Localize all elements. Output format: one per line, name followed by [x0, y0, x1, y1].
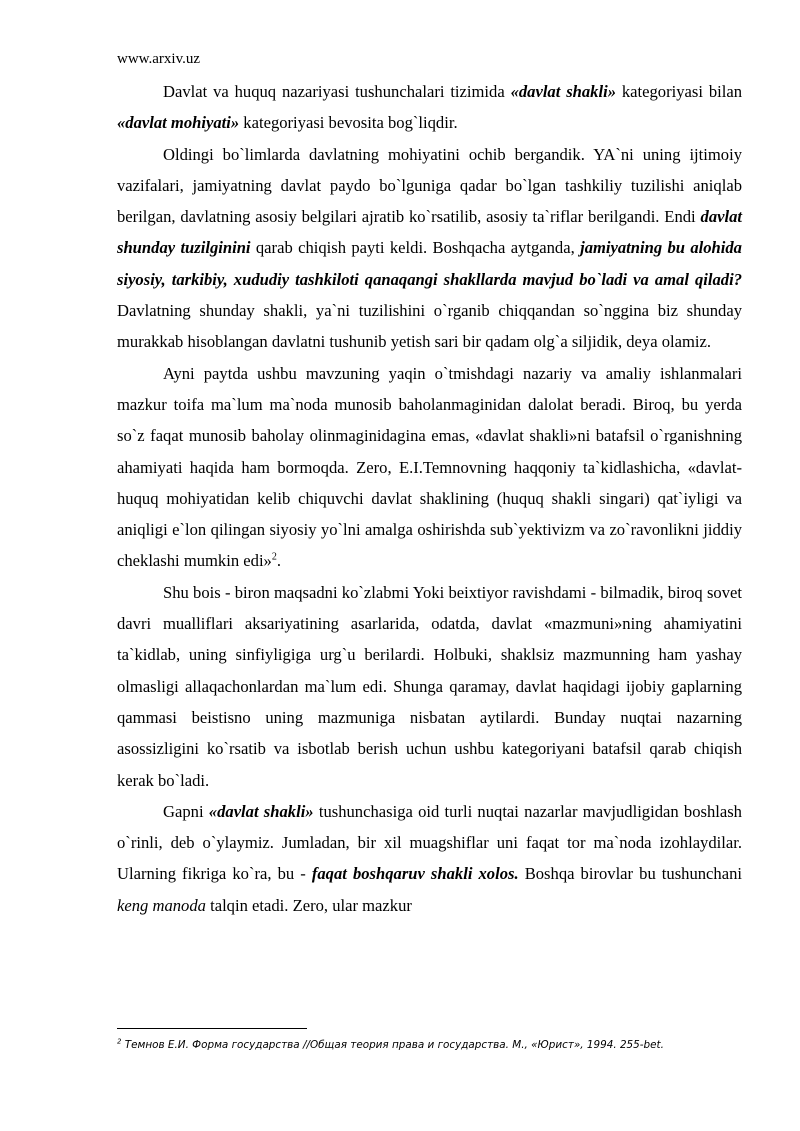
body-text — [117, 76, 742, 921]
site-url-header[interactable]: www.arxiv.uz — [117, 51, 201, 67]
p2-bold-question: jamiyatning bu alohida siyosiy, tarkibiy, xududiy tashkiloti qanaqangi shakllarda mavjud bo`ladi va amal qiladi? — [117, 238, 742, 289]
p2-bold-phrase: davlat shunday tuzilginini — [117, 207, 742, 258]
p5-italic-phrase: keng manoda — [117, 895, 206, 915]
p5-bold-phrase: faqat boshqaruv shakli xolos. — [311, 864, 519, 884]
p1-bold-term: «davlat shakli» — [510, 82, 616, 101]
p5-text: tushunchasiga oid turli nuqtai nazarlar mavjudligidan boshlash o`rinli, deb o`ylaymiz. Jumladan, bir xil muagshiflar uni faqat tor ma`noda izohlaydilar. Ularning fikriga ko`ra, bu - — [117, 801, 742, 884]
footnote-text: Темнов Е.И. Форма государства //Общая теория права и государства. М., «Юрист», 1994. 255-bet. — [121, 1039, 664, 1051]
p1-text: Davlat va huquq nazariyasi tushunchalari tizimida — [163, 82, 511, 101]
p1-text: kategoriyasi bevosita bog`liqdir. — [239, 113, 458, 133]
p5-bold-term: «davlat shakli» — [208, 801, 314, 821]
p2-text: Oldingi bo`limlarda davlatning mohiyatini ochib bergandik. YA`ni uning ijtimoiy vazifalari, jamiyatning davlat paydo bo`lguniga qadar bo`lgan tashkiliy tuzilishi aniqlab berilgan, davlatning asosiy belgilari ajratib ko`rsatilib, asosiy ta`riflar berilgandi. Endi — [117, 144, 742, 227]
paragraph-2 — [117, 139, 742, 358]
p2-text: qarab chiqish payti keldi. Boshqacha aytganda, — [250, 238, 581, 258]
footnote-divider — [117, 1028, 307, 1029]
footnote-reference[interactable]: 2 — [271, 551, 277, 563]
p2-text: Davlatning shunday shakli, ya`ni tuzilishini o`rganib chiqqandan so`nggina biz shunday murakkab hisoblangan davlatni tushunib yetish sari bir qadam olg`a siljidik, deya olamiz. — [117, 301, 742, 352]
p3-text: Ayni paytda ushbu mavzuning yaqin o`tmishdagi nazariy va amaliy ishlanmalari mazkur toifa ma`lum ma`noda munosib baholanmaginidan dalolat beradi. Biroq, bu yerda so`z faqat munosib baholay olinmaginidagina emas, «davlat shakli»ni batafsil o`rganishning ahamiyati haqida ham bormoqda. Zero, E.I.Temnovning haqqoniy ta`kidlashicha, «davlat-huquq mohiyatidan kelib chiquvchi davlat shaklining (huquq shakli singari) qat`iyligi va aniqligi e`lon qilingan siyosiy yo`lni amalga oshirishda sub`yektivizm va zo`ravonlikni jiddiy cheklashi mumkin edi» — [117, 363, 742, 571]
paragraph-5 — [117, 796, 742, 921]
p1-text: kategoriyasi bilan — [616, 82, 742, 101]
paragraph-1 — [117, 76, 742, 139]
p1-bold-term: «davlat mohiyati» — [117, 113, 240, 133]
paragraph-4 — [117, 577, 742, 796]
p5-text: Gapni — [163, 801, 209, 821]
p4-text: Shu bois - biron maqsadni ko`zlabmi Yoki beixtiyor ravishdami - bilmadik, biroq sovet davri mualliflari aksariyatining asarlarida, odatda, davlat «mazmuni»ning ahamiyatini ta`kidlab, uning sinfiyligiga urg`u berilardi. Holbuki, shaklsiz mazmunning ham yashay olmasligi allaqachonlardan ma`lum edi. Shunga qaramay, davlat haqidagi ijobiy gaplarning qammasi beistisno uning mazmuniga nisbatan aytilardi. Bunday nuqtai nazarning asossizligini ko`rsatib va isbotlab berish uchun ushbu kategoriyani batafsil qarab chiqish kerak bo`ladi. — [117, 582, 742, 790]
p5-text: Boshqa birovlar bu tushunchani — [518, 864, 742, 884]
footnote-number: 2 — [117, 1037, 122, 1046]
p5-text: talqin etadi. Zero, ular mazkur — [205, 895, 412, 915]
p3-text: . — [276, 551, 282, 571]
footnote — [117, 1038, 742, 1052]
paragraph-3 — [117, 358, 742, 577]
